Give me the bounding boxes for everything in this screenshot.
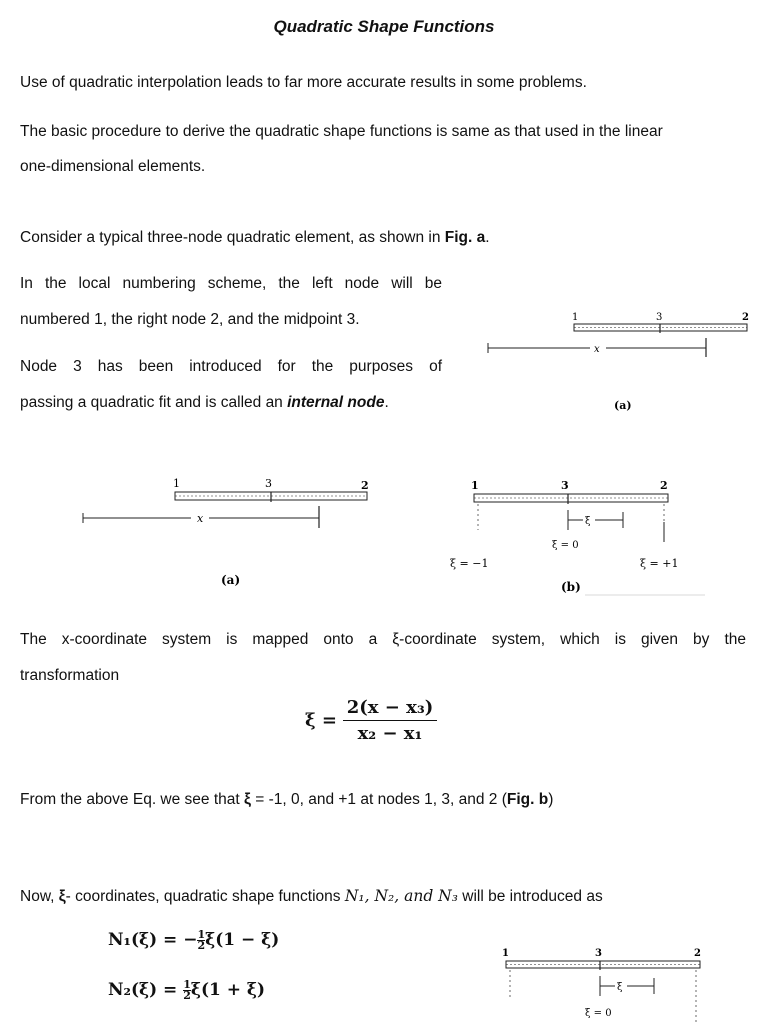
shape-function-names: N₁, N₂, and N₃ — [344, 887, 458, 905]
paragraph-mapping-line1: The x-coordinate system is mapped onto a ξ-coordinate system, which is given by the — [20, 631, 746, 648]
figure-b-repeat — [495, 940, 715, 1024]
paragraph-numbering-line2: numbered 1, the right node 2, and the midpoint 3. — [20, 311, 360, 328]
paragraph-procedure-line2: one-dimensional elements. — [20, 158, 206, 175]
paragraph-node-values: From the above Eq. we see that ξ = -1, 0, and +1 at nodes 1, 3, and 2 (Fig. b) — [20, 791, 554, 808]
fig-a-node1-label: 1 — [173, 477, 180, 490]
page-title: Quadratic Shape Functions — [273, 17, 495, 36]
fig-a-node3-label: 3 — [265, 477, 272, 490]
fig-bottom-node2-label: 2 — [694, 948, 701, 959]
fig-a-node2-label: 2 — [361, 479, 369, 492]
fig-bottom-xi0-label: ξ = 0 — [585, 1008, 612, 1019]
equation-lhs: ξ = — [305, 710, 338, 731]
internal-node-term: internal node — [287, 394, 385, 411]
paragraph-internal-node-line1: Node 3 has been introduced for the purposes of — [20, 358, 442, 375]
fig-small-node1-label: 1 — [572, 312, 579, 323]
fig-b-caption: (b) — [561, 580, 581, 594]
equation-N2: N₂(ξ) = $\frac{1}{2}$ ξ(1 + ξ) — [108, 978, 266, 1002]
fig-b-xi0-label: ξ = 0 — [552, 540, 579, 551]
paragraph-procedure-line1: The basic procedure to derive the quadratic shape functions is same as that used in the linear — [20, 123, 663, 140]
figure-a — [75, 470, 375, 595]
fig-b-ref: Fig. b — [506, 791, 549, 808]
fig-b-node3-label: 3 — [561, 479, 569, 492]
fig-bottom-node3-label: 3 — [595, 948, 602, 959]
fig-bottom-xi-label: ξ — [617, 982, 623, 993]
fig-small-x-label: x — [594, 344, 600, 355]
equation-N1: N₁(ξ) = − $\frac{1}{2}$ ξ(1 − ξ) — [108, 928, 280, 952]
fig-a-x-label: x — [197, 512, 204, 525]
equation-numerator: 2(x − x₃) — [343, 697, 438, 721]
fig-bottom-node1-label: 1 — [502, 948, 509, 959]
fig-b-node2-label: 2 — [660, 479, 668, 492]
fig-a-caption: (a) — [221, 573, 241, 587]
fig-b-xip1-label: ξ = +1 — [640, 557, 679, 570]
fig-small-node2-label: 2 — [742, 312, 749, 323]
fig-b-xi-label: ξ — [585, 516, 591, 527]
fig-a-ref: Fig. a — [444, 229, 486, 246]
paragraph-consider: Consider a typical three-node quadratic element, as shown in Fig. a. — [20, 229, 490, 246]
fig-small-node3-label: 3 — [656, 312, 663, 323]
paragraph-mapping-line2: transformation — [20, 667, 120, 684]
equation-denominator: x₂ − x₁ — [357, 723, 423, 744]
paragraph-intro: Use of quadratic interpolation leads to far more accurate results in some problems. — [20, 74, 587, 91]
transformation-equation — [305, 697, 437, 744]
figure-a-small — [480, 305, 760, 420]
paragraph-shape-functions: Now, ξ- coordinates, quadratic shape functions N₁, N₂, and N₃ will be introduced as — [20, 887, 603, 905]
paragraph-internal-node-line2: passing a quadratic fit and is called an internal node. — [20, 394, 389, 411]
fig-b-xim1-label: ξ = −1 — [450, 557, 489, 570]
fig-b-node1-label: 1 — [471, 479, 479, 492]
paragraph-numbering-line1: In the local numbering scheme, the left node will be — [20, 275, 442, 292]
figure-b — [440, 470, 730, 600]
fig-small-caption: (a) — [614, 399, 632, 412]
